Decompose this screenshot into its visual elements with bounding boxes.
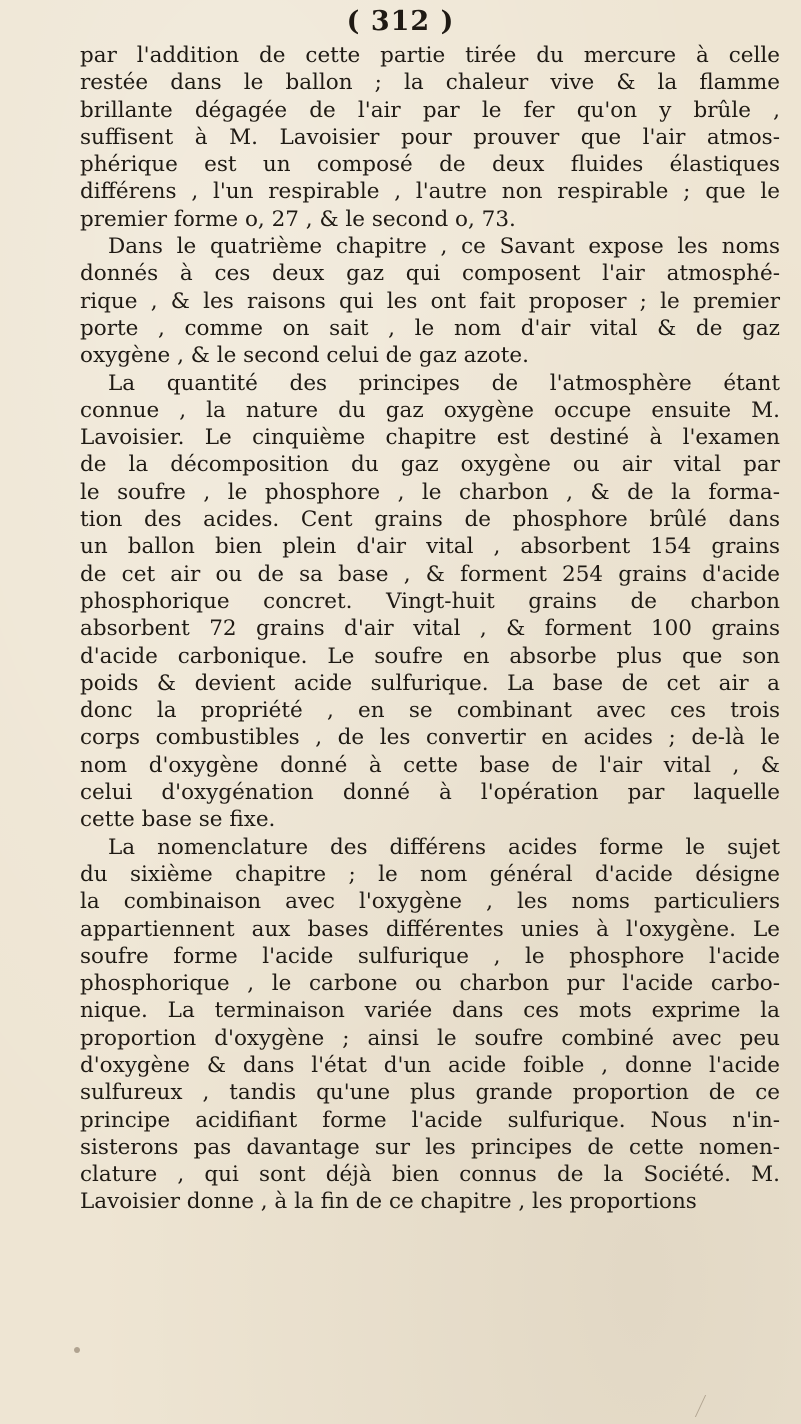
text-line: un ballon bien plein d'air vital , absorbent 154 grains bbox=[80, 534, 780, 560]
text-line: connue , la nature du gaz oxygène occupe ensuite M. bbox=[80, 397, 780, 423]
text-line: phosphorique , le carbone ou charbon pur l'acide carbo- bbox=[80, 971, 780, 997]
text-line: sisterons pas davantage sur les principes de cette nomen- bbox=[80, 1134, 780, 1160]
text-line: Lavoisier donne , à la fin de ce chapitre , les proportions bbox=[80, 1189, 697, 1215]
text-line: suffisent à M. Lavoisier pour prouver que l'air atmos- bbox=[80, 124, 780, 150]
text-line: rique , & les raisons qui les ont fait proposer ; le premier bbox=[80, 288, 780, 314]
text-line: d'acide carbonique. Le soufre en absorbe plus que son bbox=[80, 643, 780, 669]
text-line: différens , l'un respirable , l'autre non respirable ; que le bbox=[80, 179, 780, 205]
text-line: tion des acides. Cent grains de phosphore brûlé dans bbox=[80, 507, 780, 533]
text-line: La quantité des principes de l'atmosphère étant bbox=[108, 370, 780, 396]
text-line: nique. La terminaison variée dans ces mots exprime la bbox=[80, 998, 780, 1024]
paper-fold-mark bbox=[695, 1395, 724, 1417]
text-line: absorbent 72 grains d'air vital , & forment 100 grains bbox=[80, 616, 780, 642]
text-line: Lavoisier. Le cinquième chapitre est destiné à l'examen bbox=[80, 425, 780, 451]
text-line: celui d'oxygénation donné à l'opération par laquelle bbox=[80, 780, 780, 806]
text-line: du sixième chapitre ; le nom général d'acide désigne bbox=[80, 861, 780, 887]
text-line: soufre forme l'acide sulfurique , le phosphore l'acide bbox=[80, 943, 780, 969]
text-line: restée dans le ballon ; la chaleur vive & la flamme bbox=[80, 70, 780, 96]
text-line: clature , qui sont déjà bien connus de la Société. M. bbox=[80, 1162, 780, 1188]
text-line: de cet air ou de sa base , & forment 254 grains d'acide bbox=[80, 561, 780, 587]
text-line: par l'addition de cette partie tirée du mercure à celle bbox=[80, 43, 780, 68]
text-line: La nomenclature des différens acides forme le sujet bbox=[108, 834, 780, 860]
text-line: phérique est un composé de deux fluides élastiques bbox=[80, 152, 780, 178]
text-line: premier forme o, 27 , & le second o, 73. bbox=[80, 206, 516, 232]
text-line: porte , comme on sait , le nom d'air vital & de gaz bbox=[80, 315, 780, 341]
text-line: le soufre , le phosphore , le charbon , & de la forma- bbox=[80, 479, 780, 505]
text-line: sulfureux , tandis qu'une plus grande proportion de ce bbox=[80, 1080, 780, 1106]
text-line: proportion d'oxygène ; ainsi le soufre combiné avec peu bbox=[80, 1025, 780, 1051]
body-text bbox=[80, 42, 780, 1216]
text-line: nom d'oxygène donné à cette base de l'air vital , & bbox=[80, 752, 780, 778]
text-line: de la décomposition du gaz oxygène ou air vital par bbox=[80, 452, 780, 478]
text-line: Dans le quatrième chapitre , ce Savant expose les noms bbox=[108, 234, 780, 260]
text-line: brillante dégagée de l'air par le fer qu'on y brûle , bbox=[80, 97, 780, 123]
paper-speck bbox=[74, 1347, 80, 1353]
text-line: poids & devient acide sulfurique. La base de cet air a bbox=[80, 670, 780, 696]
text-line: oxygène , & le second celui de gaz azote. bbox=[80, 343, 529, 369]
text-line: donc la propriété , en se combinant avec ces trois bbox=[80, 698, 780, 724]
text-line: phosphorique concret. Vingt-huit grains de charbon bbox=[80, 588, 780, 614]
page-number: ( 312 ) bbox=[346, 6, 455, 37]
text-line: appartiennent aux bases différentes unies à l'oxygène. Le bbox=[80, 916, 780, 942]
text-line: principe acidifiant forme l'acide sulfurique. Nous n'in- bbox=[80, 1107, 780, 1133]
text-line: donnés à ces deux gaz qui composent l'air atmosphé- bbox=[80, 261, 780, 287]
text-line: la combinaison avec l'oxygène , les noms particuliers bbox=[80, 889, 780, 915]
text-line: d'oxygène & dans l'état d'un acide foible , donne l'acide bbox=[80, 1052, 780, 1078]
text-line: corps combustibles , de les convertir en acides ; de-là le bbox=[80, 725, 780, 751]
text-line: cette base se fixe. bbox=[80, 807, 276, 833]
